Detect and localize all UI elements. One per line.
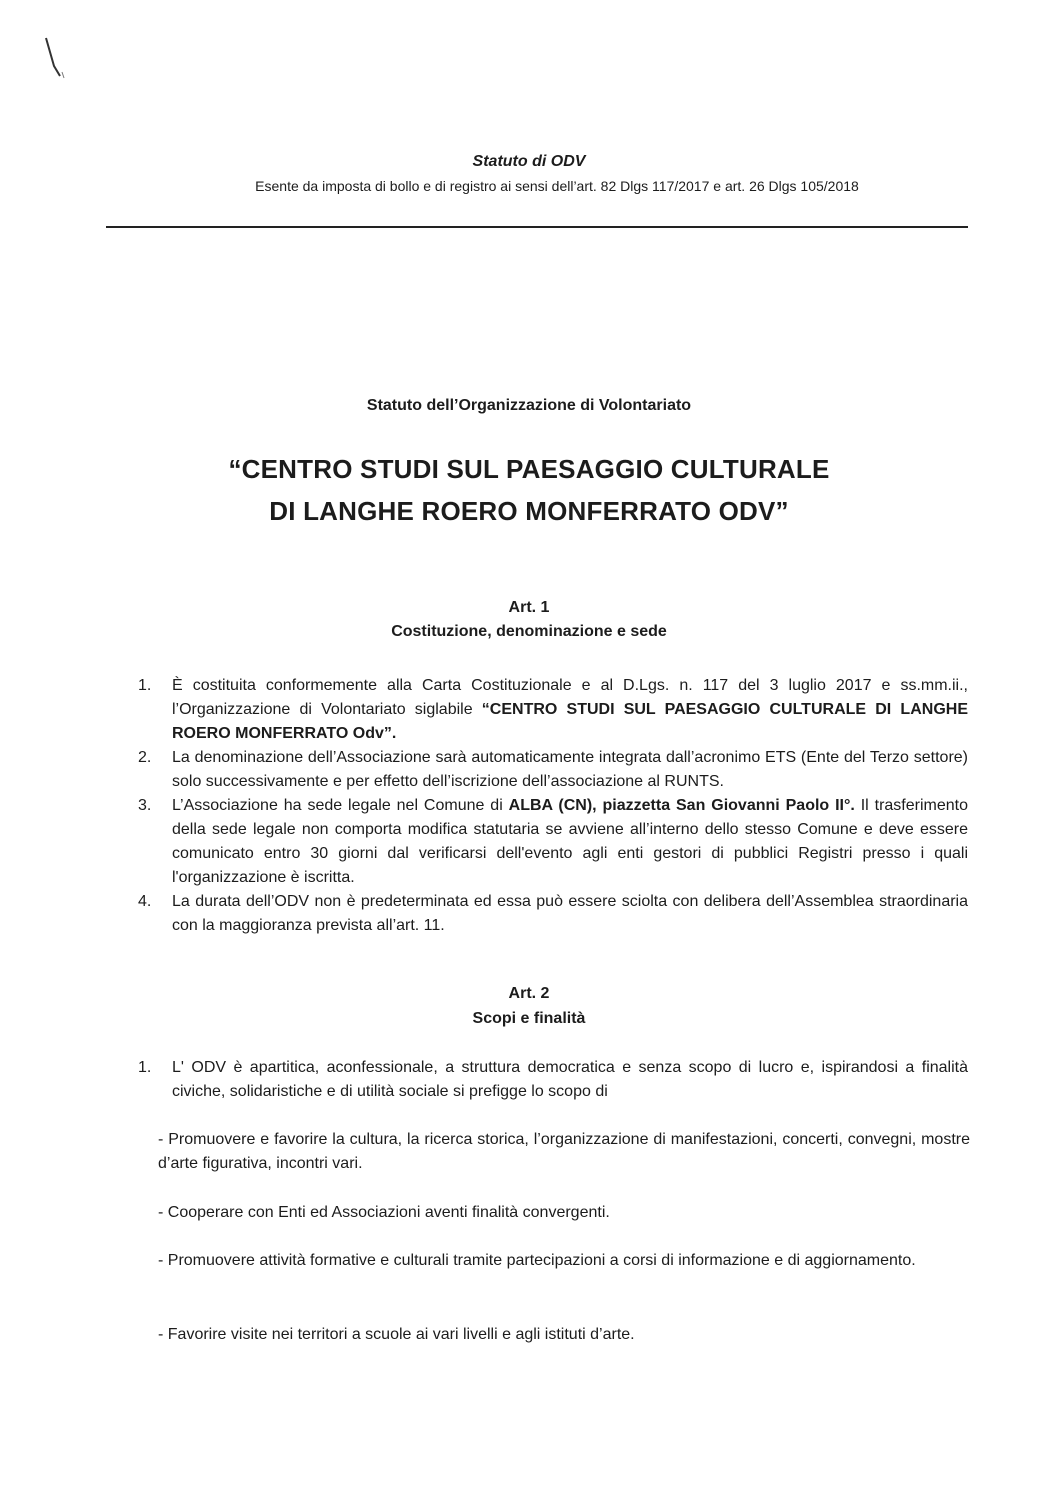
document-title-line-1: “CENTRO STUDI SUL PAESAGGIO CULTURALE (228, 454, 830, 484)
purpose-paragraph: - Promuovere e favorire la cultura, la ricerca storica, l’organizzazione di manifestazioni, concerti, convegni, mostre d’arte figurativa, incontri vari. (158, 1131, 970, 1172)
purpose-paragraph: - Favorire visite nei territori a scuole ai vari livelli e agli istituti d’arte. (158, 1326, 635, 1343)
list-item (138, 794, 968, 890)
list-item (138, 1056, 968, 1104)
article-2-heading: Scopi e finalità (472, 1010, 586, 1027)
article-2-list (138, 1056, 968, 1104)
document-title (0, 448, 1058, 532)
list-item (138, 746, 968, 794)
document-kicker: Statuto dell’Organizzazione di Volontariato (366, 397, 692, 414)
list-item-bold-text: “CENTRO STUDI SUL PAESAGGIO CULTURALE DI LANGHE ROERO MONFERRATO Odv”. (172, 701, 968, 742)
list-item-text: La denominazione dell’Associazione sarà automaticamente integrata dall’acronimo ETS (Ente del Terzo settore) solo successivamente e per effetto dell’iscrizione dell’associazione al RUNTS. (172, 749, 968, 790)
list-item-text: L' ODV è apartitica, aconfessionale, a struttura democratica e senza scopo di lucro e, ispirandosi a finalità civiche, solidaristiche e di utilità sociale si prefigge lo scopo di (172, 1059, 968, 1100)
list-item-text: L’Associazione ha sede legale nel Comune di (172, 797, 509, 814)
list-item (138, 890, 968, 938)
list-item-number: 1. (138, 1059, 152, 1076)
list-item-number: 1. (138, 677, 152, 694)
list-item-bold-text: ALBA (CN), piazzetta San Giovanni Paolo II°. (508, 797, 855, 814)
document-title-line-2: DI LANGHE ROERO MONFERRATO ODV” (269, 496, 789, 526)
list-item-text: È costituita conformemente alla Carta Costituzionale e al D.Lgs. n. 117 del 3 luglio 2017 e ss.mm.ii., l’Organizzazione di Volontariato siglabile (172, 677, 968, 718)
list-item-text: La durata dell’ODV non è predeterminata ed essa può essere sciolta con delibera dell’Assemblea straordinaria con la maggioranza prevista all’art. 11. (172, 893, 968, 934)
purpose-paragraph: - Cooperare con Enti ed Associazioni aventi finalità convergenti. (158, 1204, 610, 1221)
header-subtitle: Esente da imposta di bollo e di registro ai sensi dell’art. 82 Dlgs 117/2017 e art. 26 Dlgs 105/2018 (255, 178, 859, 194)
list-item (138, 674, 968, 746)
scan-mark (40, 36, 70, 82)
list-item-number: 3. (138, 797, 152, 814)
list-item-number: 2. (138, 749, 152, 766)
purpose-paragraph: - Promuovere attività formative e culturali tramite partecipazioni a corsi di informazione e di aggiornamento. (158, 1252, 916, 1269)
article-2-number: Art. 2 (508, 985, 550, 1002)
list-item-number: 4. (138, 893, 152, 910)
header-title: Statuto di ODV (472, 153, 586, 170)
article-1-number: Art. 1 (508, 599, 550, 616)
article-1-heading: Costituzione, denominazione e sede (391, 623, 667, 640)
header-divider (106, 226, 968, 228)
article-1-list (138, 674, 968, 938)
list-item-text-continued: Il trasferimento della sede legale non comporta modifica statutaria se avviene all’interno dello stesso Comune e deve essere comunicato entro 30 giorni dal verificarsi dell'evento agli enti gestori di pubblici Registri presso i quali l'organizzazione è iscritta. (172, 797, 969, 886)
